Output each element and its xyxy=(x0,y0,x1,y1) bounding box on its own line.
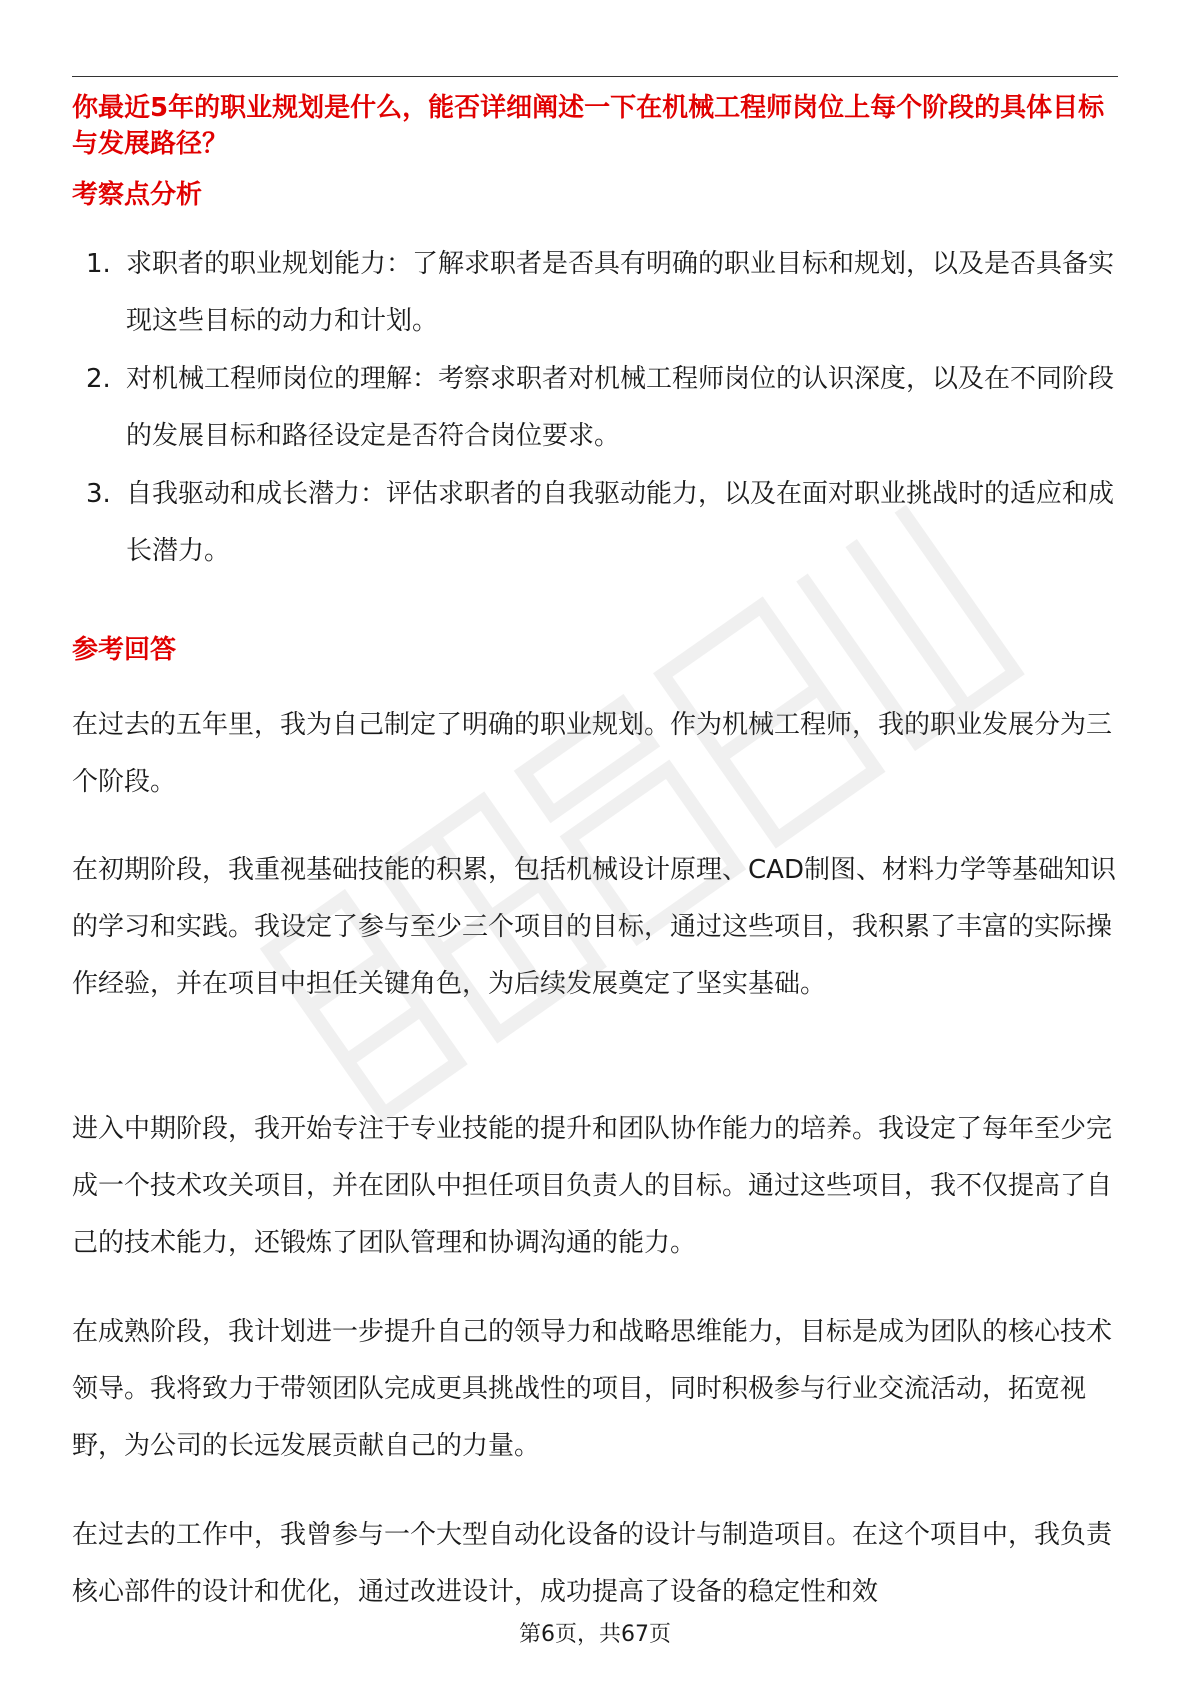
analysis-item-text: 求职者的职业规划能力：了解求职者是否具有明确的职业目标和规划，以及是否具备实现这些目标的动力和计划。 xyxy=(126,249,1115,336)
analysis-heading: 考察点分析 xyxy=(72,180,203,210)
answer-heading: 参考回答 xyxy=(72,635,177,665)
analysis-list xyxy=(72,236,1122,581)
page-number: 第6页，共67页 xyxy=(519,1622,671,1647)
top-divider xyxy=(72,76,1118,77)
analysis-item-text: 自我驱动和成长潜力：评估求职者的自我驱动能力，以及在面对职业挑战时的适应和成长潜力。 xyxy=(126,479,1115,566)
analysis-item-text: 对机械工程师岗位的理解：考察求职者对机械工程师岗位的认识深度，以及在不同阶段的发展目标和路径设定是否符合岗位要求。 xyxy=(126,364,1115,451)
interview-question: 你最近5年的职业规划是什么，能否详细阐述一下在机械工程师岗位上每个阶段的具体目标与发展路径？ xyxy=(72,93,1105,159)
analysis-item-number: 2. xyxy=(86,364,111,394)
analysis-item-number: 1. xyxy=(86,249,111,279)
analysis-item xyxy=(72,351,1122,465)
answer-paragraph: 进入中期阶段，我开始专注于专业技能的提升和团队协作能力的培养。我设定了每年至少完成一个技术攻关项目，并在团队中担任项目负责人的目标。通过这些项目，我不仅提高了自己的技术能力，还锻炼了团队管理和协调沟通的能力。 xyxy=(72,1114,1113,1258)
answer-paragraph: 在过去的五年里，我为自己制定了明确的职业规划。作为机械工程师，我的职业发展分为三个阶段。 xyxy=(72,710,1113,797)
analysis-item xyxy=(72,466,1122,580)
analysis-item-number: 3. xyxy=(86,479,111,509)
answer-paragraph: 在过去的工作中，我曾参与一个大型自动化设备的设计与制造项目。在这个项目中，我负责核心部件的设计和优化，通过改进设计，成功提高了设备的稳定性和效 xyxy=(72,1520,1113,1607)
answer-paragraph: 在初期阶段，我重视基础技能的积累，包括机械设计原理、CAD制图、材料力学等基础知识的学习和实践。我设定了参与至少三个项目的目标，通过这些项目，我积累了丰富的实际操作经验，并在项目中担任关键角色，为后续发展奠定了坚实基础。 xyxy=(72,855,1116,999)
analysis-item xyxy=(72,236,1122,350)
answer-paragraph: 在成熟阶段，我计划进一步提升自己的领导力和战略思维能力，目标是成为团队的核心技术领导。我将致力于带领团队完成更具挑战性的项目，同时积极参与行业交流活动，拓宽视野，为公司的长远发展贡献自己的力量。 xyxy=(72,1317,1113,1461)
